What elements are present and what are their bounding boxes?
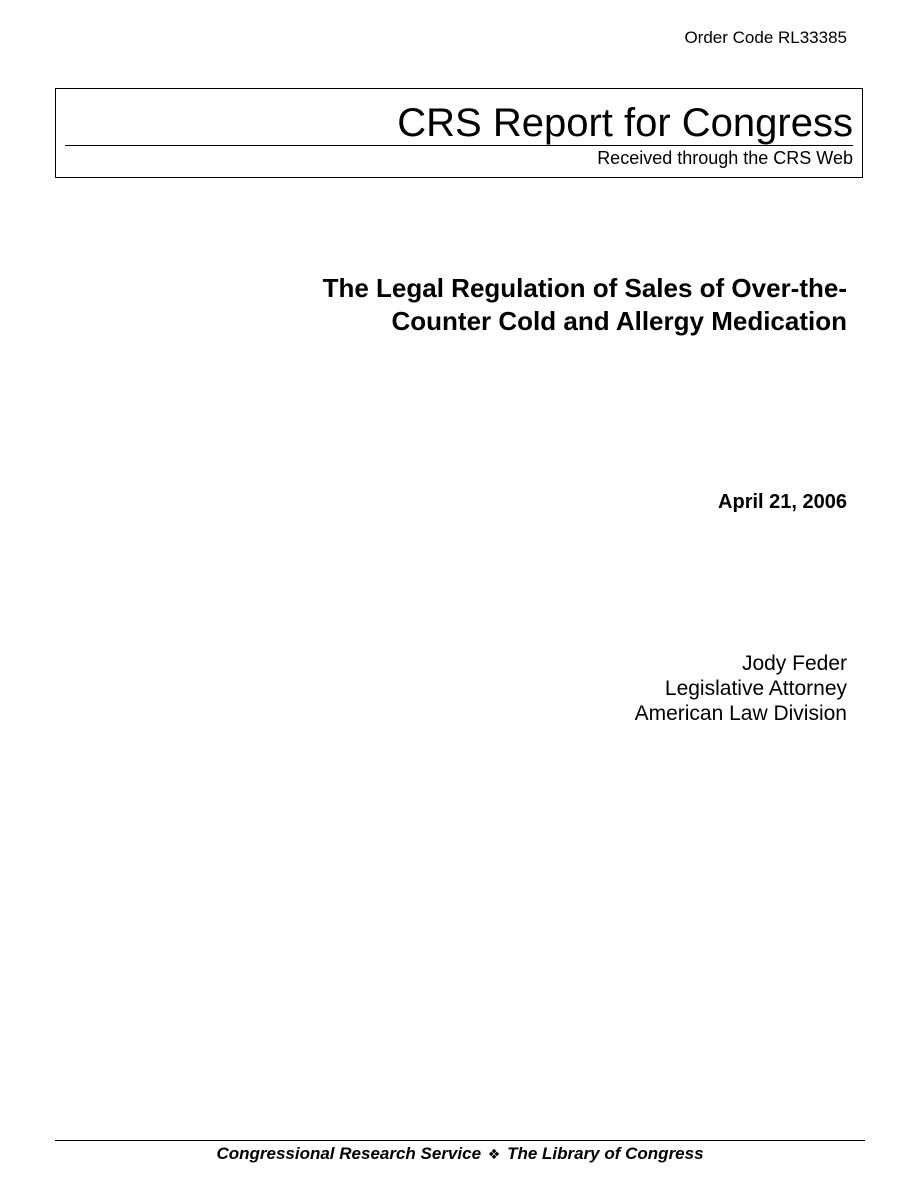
footer-right-text: The Library of Congress: [507, 1144, 704, 1163]
author-division: American Law Division: [634, 702, 847, 725]
order-code: Order Code RL33385: [684, 28, 847, 47]
author-name: Jody Feder: [741, 652, 847, 675]
footer-left-text: Congressional Research Service: [216, 1144, 482, 1163]
report-title: [207, 272, 847, 338]
banner-subtitle: Received through the CRS Web: [597, 148, 853, 168]
author-position: Legislative Attorney: [664, 677, 847, 700]
banner-title: CRS Report for Congress: [397, 101, 853, 145]
report-title-line-1: The Legal Regulation of Sales of Over-the-: [322, 273, 847, 303]
report-banner: [55, 88, 863, 178]
report-date: April 21, 2006: [718, 491, 847, 513]
footer: [55, 1143, 865, 1165]
report-title-line-2: Counter Cold and Allergy Medication: [391, 306, 847, 336]
banner-divider: [65, 145, 853, 146]
footer-divider: [55, 1140, 865, 1141]
diamond-ornament-icon: ❖: [487, 1146, 501, 1162]
author-block: [635, 651, 847, 726]
